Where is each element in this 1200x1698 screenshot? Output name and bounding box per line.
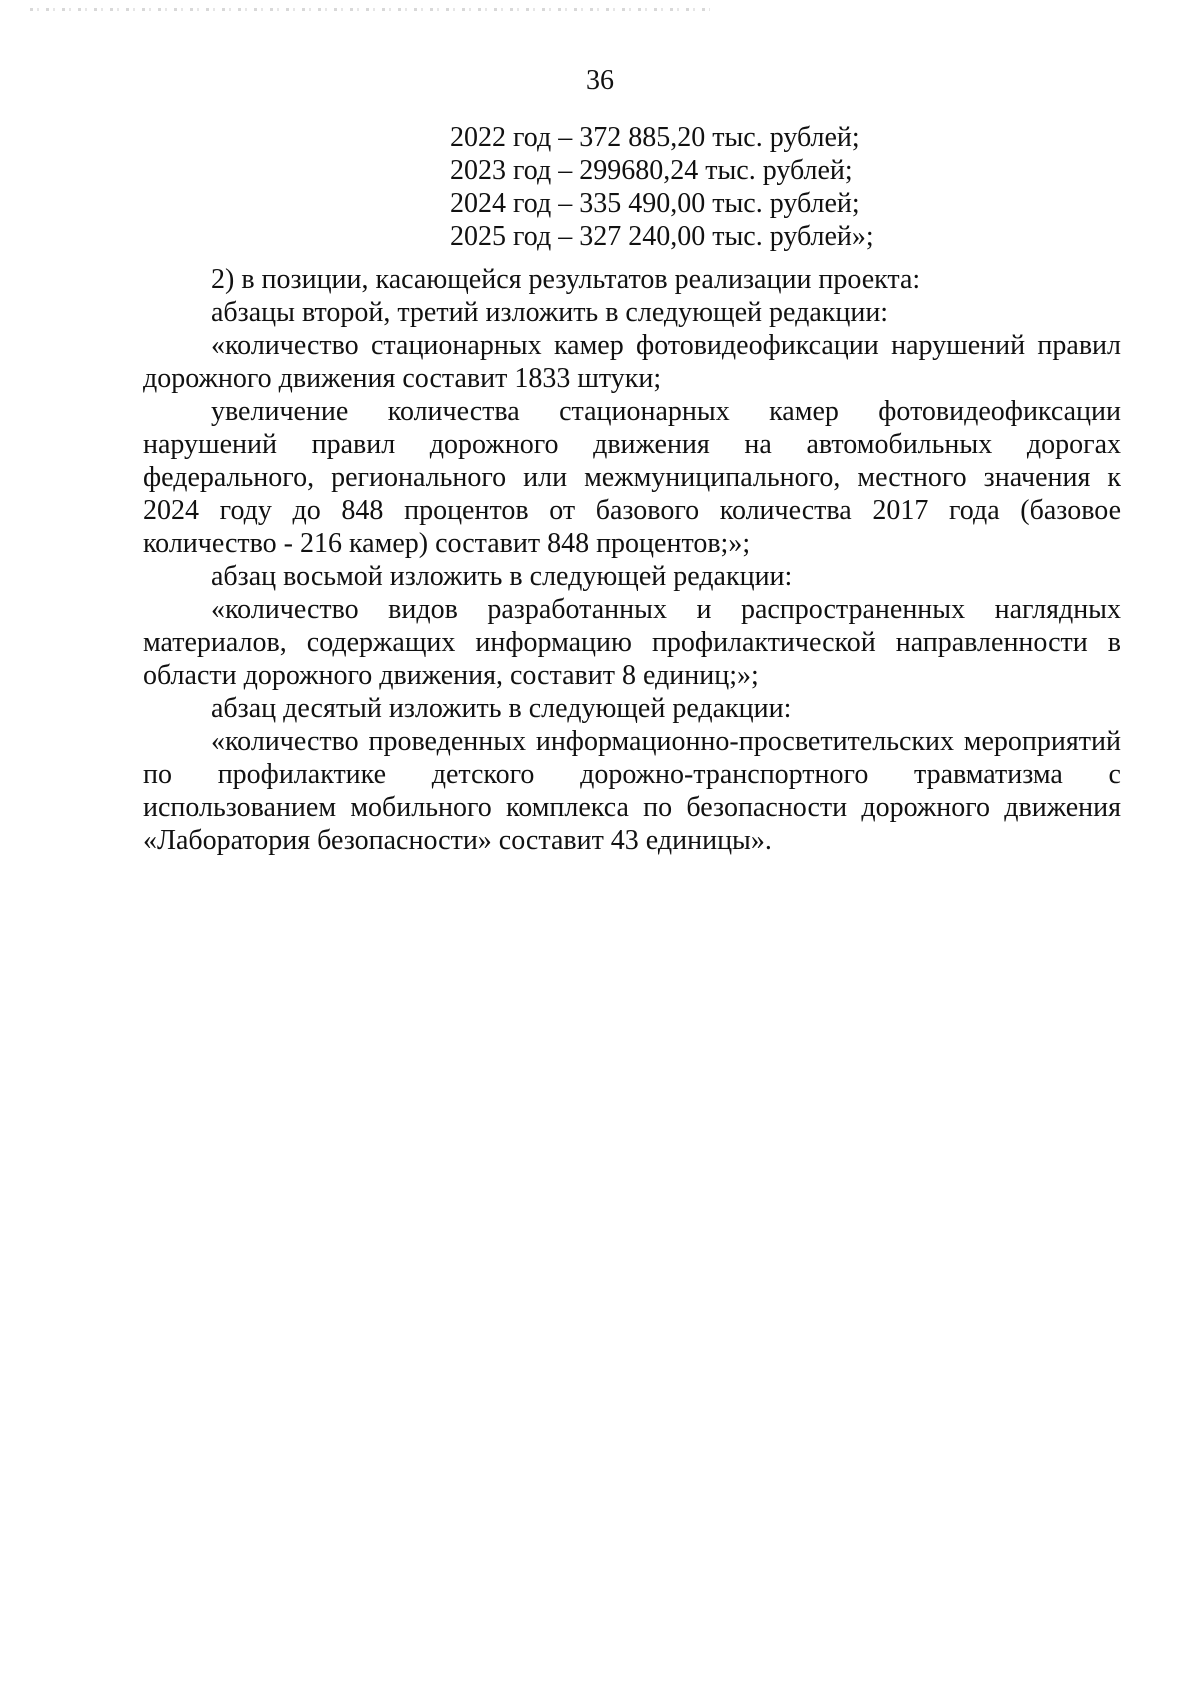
paragraph-abzac-vosmoy: абзац восьмой изложить в следующей редакции: xyxy=(211,561,793,592)
paragraph-abzacy-vtoroy-tretiy: абзацы второй, третий изложить в следующей редакции: xyxy=(211,297,889,328)
paragraph-events: «количество проведенных информационно-просветительских мероприятий по профилактике детского дорожно-транспортного травматизма с использованием мобильного комплекса по безопасности дорожного движения «Лаборатория безопасности» составит 43 единицы». xyxy=(143,726,1121,856)
page-number: 36 xyxy=(586,65,614,96)
paragraph-abzac-desyatyy: абзац десятый изложить в следующей редакции: xyxy=(211,693,792,724)
paragraph-cameras-count: «количество стационарных камер фотовидеофиксации нарушений правил дорожного движения составит 1833 штуки; xyxy=(143,330,1121,394)
funding-line-2025: 2025 год – 327 240,00 тыс. рублей»; xyxy=(450,221,874,252)
funding-line-2023: 2023 год – 299680,24 тыс. рублей; xyxy=(450,155,853,186)
funding-line-2022: 2022 год – 372 885,20 тыс. рублей; xyxy=(450,122,860,153)
scan-artifact xyxy=(30,8,710,11)
paragraph-cameras-increase: увеличение количества стационарных камер фотовидеофиксации нарушений правил дорожного движения на автомобильных дорогах федерального, регионального или межмуниципального, местного значения к 2024 году до 848 процентов от базового количества 2017 года (базовое количество - 216 камер) составит 848 процентов;»; xyxy=(143,396,1121,559)
funding-list xyxy=(450,121,874,253)
document-body xyxy=(143,263,1121,857)
funding-line-2024: 2024 год – 335 490,00 тыс. рублей; xyxy=(450,188,860,219)
paragraph-materials: «количество видов разработанных и распространенных наглядных материалов, содержащих информацию профилактической направленности в области дорожного движения, составит 8 единиц;»; xyxy=(143,594,1121,691)
paragraph-item-2: 2) в позиции, касающейся результатов реализации проекта: xyxy=(211,264,921,295)
